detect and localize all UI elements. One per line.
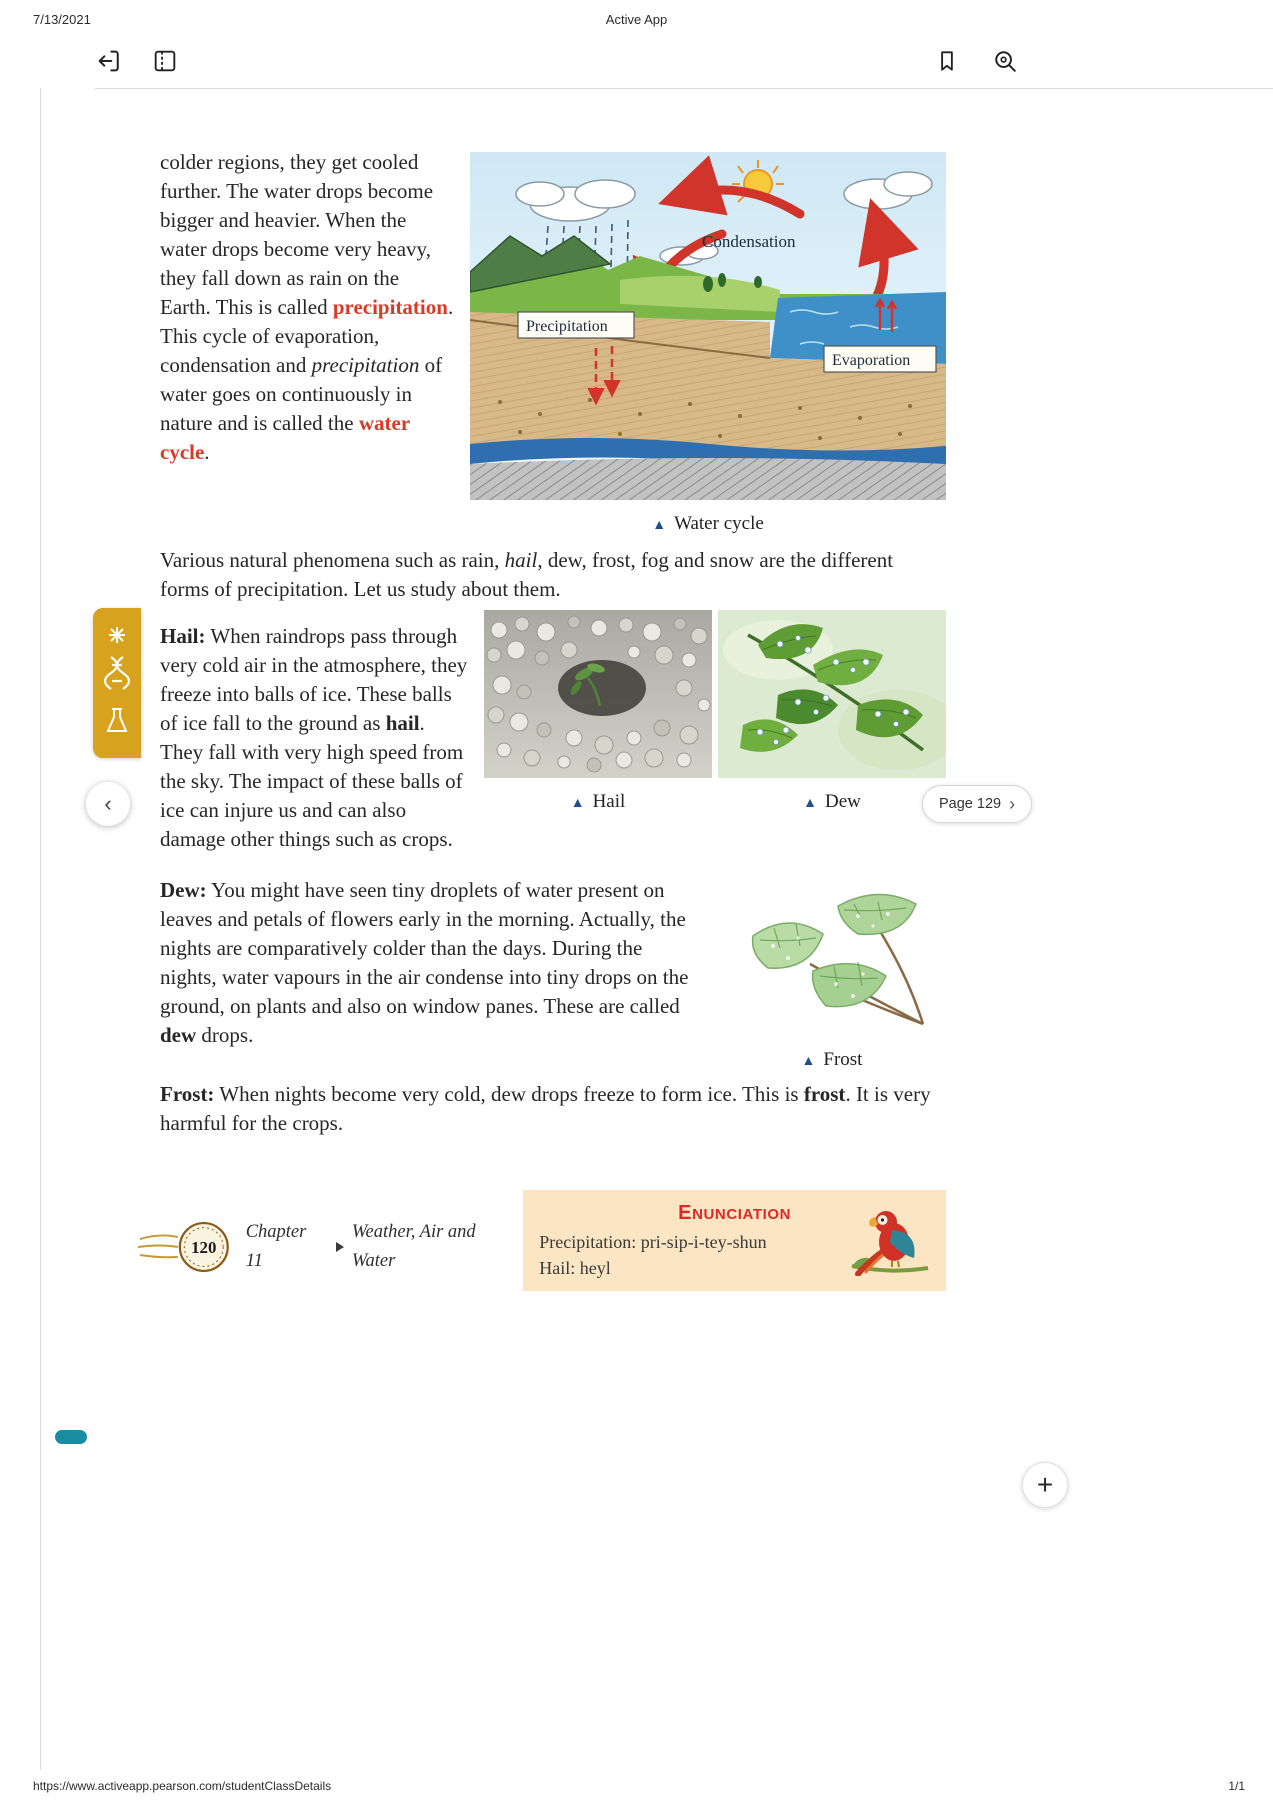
chapter-separator-icon [336,1242,344,1252]
frost-illustration [718,876,946,1036]
water-cycle-label-condensation: Condensation [702,232,796,251]
enunciation-title: ENUNCIATION [678,1202,792,1224]
caption-marker-icon: ▲ [801,1054,816,1069]
page-left-border [40,88,41,1770]
caption-marker-icon: ▲ [570,796,585,811]
search-icon [991,47,1019,80]
activities-side-tab[interactable] [93,608,141,758]
page-number-badge [138,1219,238,1275]
chapter-title-line: Chapter 11 Weather, Air and Water [245,1222,476,1271]
enunciation-line-1: Precipitation: pri-sip-i-tey-shun [539,1232,767,1252]
print-page-title: Active App [605,12,668,27]
paragraph-hail: Hail: When raindrops pass through very cold air in the atmosphere, they freeze into balls of ice. These balls of ice fall to the ground as hail. They fall with very high speed from the sky. The impact of these balls of ice can injure us and can also damage other things such as crops. [160,624,468,851]
hail-photo [484,610,712,778]
hail-dew-figures [484,610,946,818]
water-cycle-figure [470,152,946,540]
plus-icon: + [1036,1469,1054,1500]
parrot-illustration [848,1204,932,1284]
water-cycle-label-evaporation: Evaporation [832,352,911,369]
page-number: 120 [191,1237,217,1257]
water-cycle-illustration [470,152,946,500]
dew-figure [718,610,946,818]
textbook-page: Condensation Precipitation Evaporation ▲ Water cycle colder regions, they get cooled further. The water drops become bigger and heavier. When the water drops become very heavy, they fall down as rain on the Earth. This is called precipitation. This cycle of evaporation, condensation and precipitation of water goes on continuously in nature and is called the water cycle. Various natural phenomena such as rain, hail, dew, frost, fog and snow are the different forms of precipitation. Let us study about them. ▲ Hail ▲ Dew Hail: When raindrops pass through very cold air in the atmosphere, they freeze into balls of ice. These balls of ice fall to the ground as hail. They fall with very high speed from the sky. The impact of these balls of ice can injure us and can also damage other things such as crops. ▲ Frost Dew: You might have seen tiny droplets of water present on leaves and petals of flowers early in the morning. Actually, the nights are comparatively colder than the days. During the nights, water vapours in the air condense into tiny drops on the ground, on plants and also on window panes. These are called dew drops. Frost: When nights become very cold, dew drops freeze to form ice. This is frost. It is very harmful for the crops. 120 Chapter 11 Weather, Air and Water ENUNCIATION Precipitation: pri-sip-i-tey-shun Hail: heyl [160,148,946,1291]
bookmark-button[interactable] [930,46,964,80]
chevron-right-icon: › [1009,793,1016,814]
previous-page-button[interactable] [86,782,130,826]
print-date: 7/13/2021 [33,12,91,27]
keyword-water-cycle: water cycle [160,411,410,464]
page-footer-row [160,1190,946,1291]
enunciation-line-2: Hail: heyl [539,1258,611,1278]
caption-marker-icon: ▲ [652,518,667,533]
search-button[interactable] [988,46,1022,80]
paragraph-water-cycle: colder regions, they get cooled further. The water drops become bigger and heavier. When the water drops become very heavy, they fall down as rain on the Earth. This is called precipitation. This cycle of evaporation, condensation and precipitation of water goes on continuously in nature and is called the water cycle. [160,150,454,464]
paragraph-frost: Frost: When nights become very cold, dew drops freeze to form ice. This is frost. It is very harmful for the crops. [160,1082,931,1135]
science-activities-icon [104,623,130,743]
hail-caption: ▲ Hail [570,791,626,812]
exit-reader-button[interactable] [92,46,126,80]
enunciation-box [523,1190,946,1291]
keyword-precipitation: precipitation [332,295,448,319]
dew-photo [718,610,946,778]
page-pill-label: Page 129 [939,796,1002,812]
page-layout-button[interactable] [148,46,182,80]
paragraph-phenomena: Various natural phenomena such as rain, hail, dew, frost, fog and snow are the different forms of precipitation. Let us study about them. [160,548,894,601]
exit-icon [95,47,123,80]
print-url: https://www.activeapp.pearson.com/studentClassDetails [33,1779,332,1793]
collapsed-toolbar-handle[interactable] [55,1430,87,1444]
hail-figure [484,610,712,818]
water-cycle-caption: ▲ Water cycle [652,513,764,534]
dew-caption: ▲ Dew [803,791,861,812]
next-page-pill[interactable] [922,785,1032,823]
zoom-in-button[interactable] [1022,1462,1068,1508]
frost-caption: ▲ Frost [801,1049,863,1070]
chevron-left-icon: ‹ [104,791,112,816]
page-layout-icon [151,47,179,80]
bookmark-icon [934,48,960,79]
print-page-indicator: 1/1 [1228,1779,1245,1793]
page-top-border [95,88,1273,89]
caption-marker-icon: ▲ [803,796,817,811]
water-cycle-label-precipitation: Precipitation [526,318,608,335]
frost-figure [718,876,946,1076]
chapter-footer [138,1218,523,1276]
